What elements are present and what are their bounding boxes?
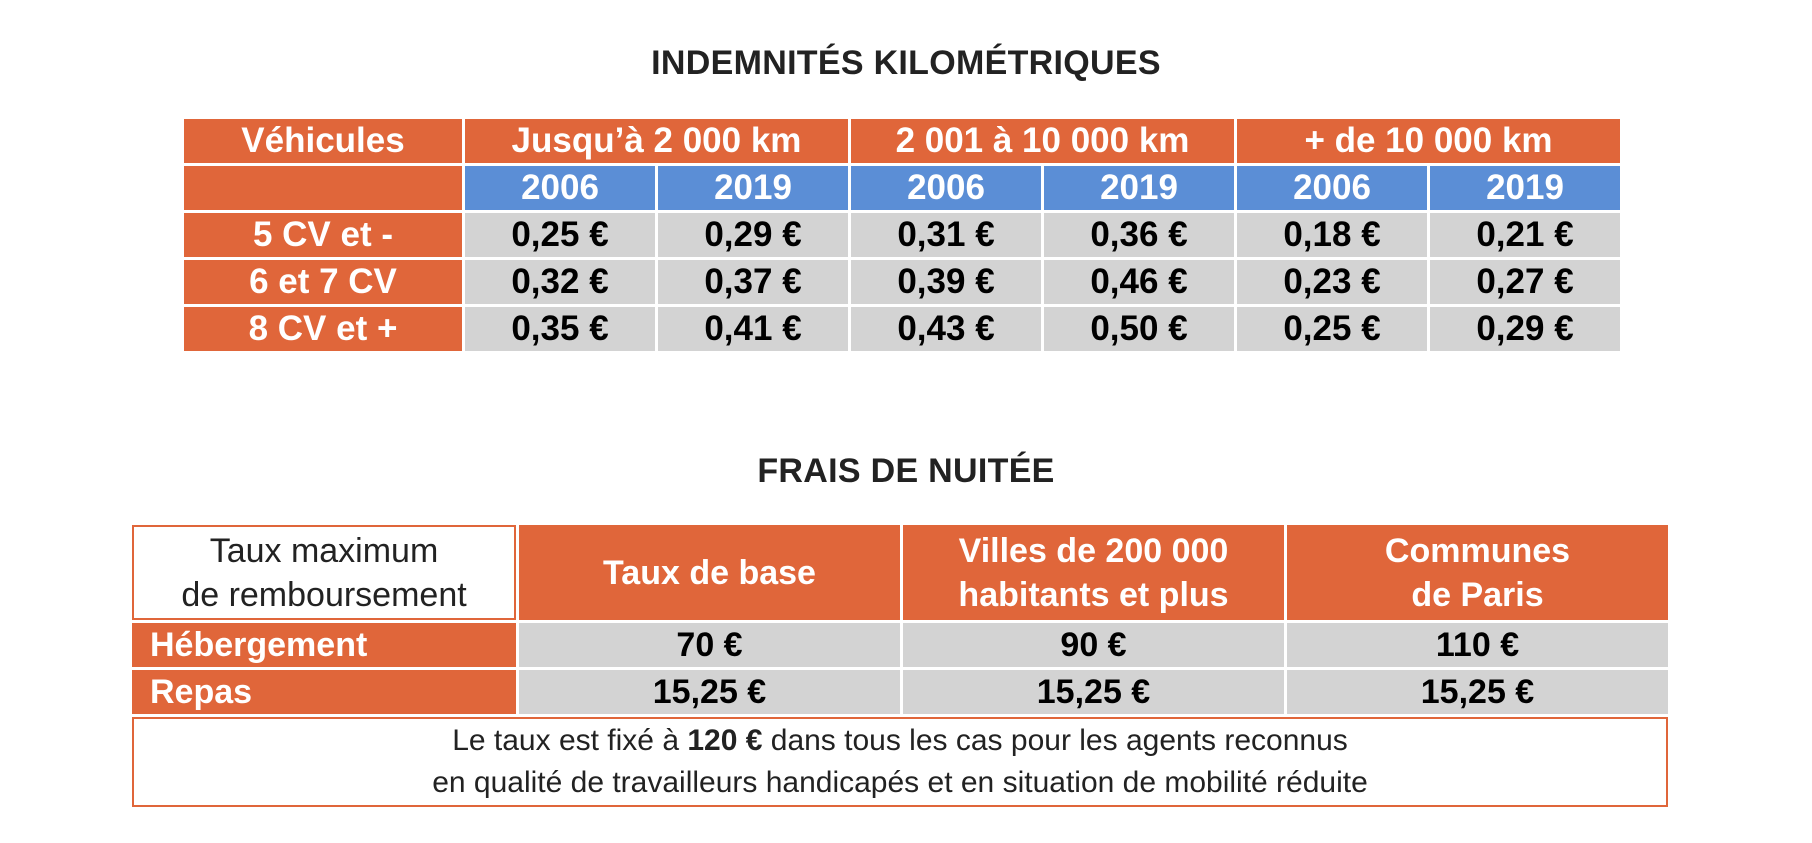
- rate-cell: 0,18 €: [1237, 213, 1427, 257]
- header-line: de Paris: [1411, 575, 1544, 614]
- note-cell: [132, 717, 1668, 807]
- year-header: 2006: [851, 166, 1041, 210]
- table-row: [184, 213, 1620, 257]
- large-cities-header: [903, 525, 1284, 620]
- vehicle-label: 5 CV et -: [184, 213, 462, 257]
- vehicles-header: Véhicules: [184, 119, 462, 163]
- corner-line: Taux maximum: [209, 531, 439, 570]
- corner-line: de remboursement: [181, 575, 467, 614]
- note-text: Le taux est fixé à: [452, 724, 688, 757]
- rate-cell: 0,32 €: [465, 260, 655, 304]
- year-header: 2019: [1044, 166, 1234, 210]
- table-row: [184, 307, 1620, 351]
- amount-cell: 90 €: [903, 623, 1284, 667]
- year-header: 2019: [658, 166, 848, 210]
- rate-cell: 0,37 €: [658, 260, 848, 304]
- year-header: 2006: [465, 166, 655, 210]
- year-header: 2019: [1430, 166, 1620, 210]
- row-label: Hébergement: [132, 623, 516, 667]
- rate-cell: 0,25 €: [1237, 307, 1427, 351]
- rate-cell: 0,31 €: [851, 213, 1041, 257]
- km-title: INDEMNITÉS KILOMÉTRIQUES: [651, 44, 1161, 82]
- empty-header-cell: [184, 166, 462, 210]
- rate-cell: 0,39 €: [851, 260, 1041, 304]
- year-header-row: [184, 166, 1620, 210]
- rate-cell: 0,50 €: [1044, 307, 1234, 351]
- rate-cell: 0,43 €: [851, 307, 1041, 351]
- overnight-table: [129, 522, 1671, 810]
- year-header: 2006: [1237, 166, 1427, 210]
- amount-cell: 110 €: [1287, 623, 1668, 667]
- vehicle-label: 8 CV et +: [184, 307, 462, 351]
- rate-cell: 0,46 €: [1044, 260, 1234, 304]
- range-header: 2 001 à 10 000 km: [851, 119, 1234, 163]
- note-rate: 120 €: [687, 724, 763, 757]
- amount-cell: 15,25 €: [903, 670, 1284, 714]
- range-header: + de 10 000 km: [1237, 119, 1620, 163]
- rate-cell: 0,29 €: [658, 213, 848, 257]
- note-text: en qualité de travailleurs handicapés et en situation de mobilité réduite: [432, 766, 1368, 799]
- vehicle-label: 6 et 7 CV: [184, 260, 462, 304]
- range-header-row: [184, 119, 1620, 163]
- rate-cell: 0,23 €: [1237, 260, 1427, 304]
- header-line: habitants et plus: [958, 575, 1229, 614]
- max-rate-header: [132, 525, 516, 620]
- rate-cell: 0,29 €: [1430, 307, 1620, 351]
- row-label: Repas: [132, 670, 516, 714]
- note-row: [132, 717, 1668, 807]
- header-row: [132, 525, 1668, 620]
- rate-cell: 0,25 €: [465, 213, 655, 257]
- rate-cell: 0,36 €: [1044, 213, 1234, 257]
- table-row: [184, 260, 1620, 304]
- amount-cell: 15,25 €: [1287, 670, 1668, 714]
- night-title: FRAIS DE NUITÉE: [757, 452, 1055, 490]
- mileage-table: [181, 116, 1623, 354]
- rate-cell: 0,35 €: [465, 307, 655, 351]
- header-line: Villes de 200 000: [958, 531, 1229, 570]
- amount-cell: 70 €: [519, 623, 900, 667]
- base-rate-header: Taux de base: [519, 525, 900, 620]
- header-line: Communes: [1384, 531, 1571, 570]
- amount-cell: 15,25 €: [519, 670, 900, 714]
- rate-cell: 0,21 €: [1430, 213, 1620, 257]
- note-text: dans tous les cas pour les agents reconnus: [762, 724, 1348, 757]
- table-row: [132, 623, 1668, 667]
- table-row: [132, 670, 1668, 714]
- rate-cell: 0,41 €: [658, 307, 848, 351]
- rate-cell: 0,27 €: [1430, 260, 1620, 304]
- paris-header: [1287, 525, 1668, 620]
- range-header: Jusqu’à 2 000 km: [465, 119, 848, 163]
